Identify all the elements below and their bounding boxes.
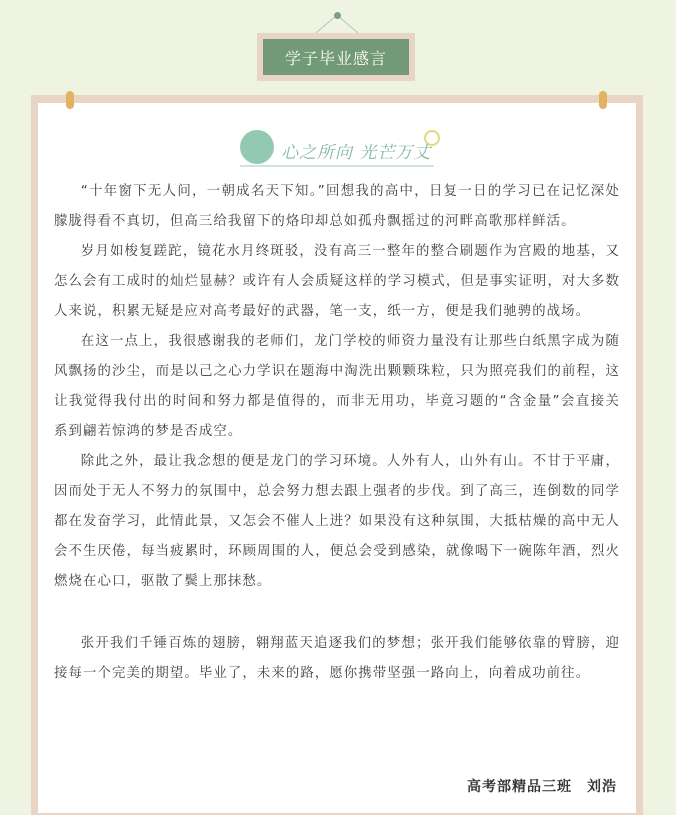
- title-sign: [257, 33, 415, 81]
- pin-icon: [66, 91, 74, 109]
- paragraph: 张开我们千锤百炼的翅膀，翱翔蓝天追逐我们的梦想；张开我们能够依靠的臂膀，迎接每一个完美的期望。毕业了，未来的路，愿你携带坚强一路向上，向着成功前往。: [54, 636, 620, 681]
- paragraph: “十年窗下无人问，一朝成名天下知。”回想我的高中，日复一日的学习已在记忆深处朦胧得看不真切，但高三给我留下的烙印却总如孤舟飘摇过的河畔高歌那样鲜活。: [54, 184, 620, 229]
- author-signature: 高考部精品三班 刘浩: [467, 779, 617, 795]
- sign-title: 学子毕业感言: [263, 39, 409, 75]
- pin-icon: [599, 91, 607, 109]
- section-heading: [238, 128, 448, 172]
- paragraph: 除此之外，最让我念想的便是龙门的学习环境。人外有人，山外有山。不甘于平庸，因而处于无人不努力的氛围中，总会努力想去跟上强者的步伐。到了高三，连倒数的同学都在发奋学习，此情此景，又怎会不催人上进？如果没有这种氛围，大抵枯燥的高中无人会不生厌倦，每当疲累时，环顾周围的人，便总会受到感染，就像喝下一碗陈年酒，烈火燃烧在心口，驱散了鬓上那抹愁。: [54, 454, 620, 589]
- hanging-pin: [334, 12, 341, 19]
- circle-decoration-icon: [240, 130, 274, 164]
- article-body: [54, 177, 620, 689]
- heading-title: 心之所向 光芒万丈: [281, 143, 432, 163]
- paragraph: 在这一点上，我很感谢我的老师们，龙门学校的师资力量没有让那些白纸黑字成为随风飘扬的沙尘，而是以己之心力学识在题海中淘洗出颗颗珠粒，只为照亮我们的前程，这让我觉得我付出的时间和努力都是值得的，而非无用功，毕竟习题的“含金量”会直接关系到翩若惊鸿的梦是否成空。: [54, 334, 620, 439]
- heading-underline: [240, 165, 434, 167]
- paragraph: 岁月如梭复蹉跎，镜花水月终斑驳，没有高三一整年的整合刷题作为宫殿的地基，又怎么会有工成时的灿烂显赫？或许有人会质疑这样的学习模式，但是事实证明，对大多数人来说，积累无疑是应对高考最好的武器，笔一支，纸一方，便是我们驰骋的战场。: [54, 244, 620, 319]
